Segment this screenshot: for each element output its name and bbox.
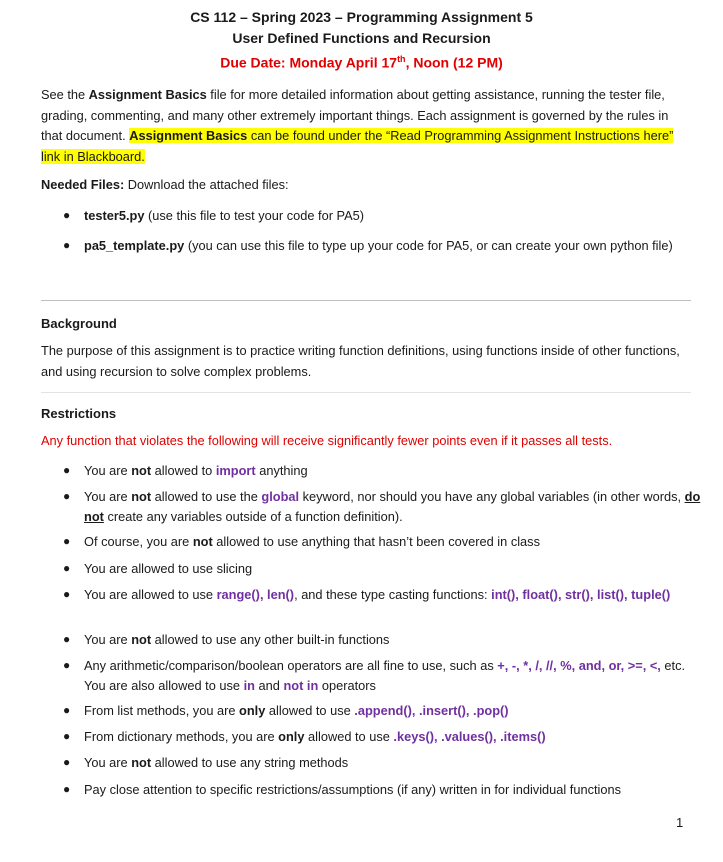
needed-file-item: ● tester5.py (use this file to test your code for PA5) [63,206,703,226]
restriction-item: ● You are not allowed to use the global keyword, nor should you have any global variables (in other words, do not create any variables outside of a function definition). [63,489,701,524]
section-divider [41,392,691,393]
restriction-item: ● You are not allowed to import anything [63,461,703,481]
intro-paragraph: See the Assignment Basics file for more detailed information about getting assistance, running the tester file, grading, commenting, and many other extremely important things. Each assignment is governed by the rules in that document. Assignment Basics can be found under the “Read Programming Assignment Instructions here” link in Blackboard. [41,87,674,164]
bullet-icon: ● [63,755,71,769]
due-date: Due Date: Monday April 17th, Noon (12 PM) [220,54,503,71]
restrictions-warning: Any function that violates the following will receive significantly fewer points even if it passes all tests. [41,433,613,448]
background-heading: Background [41,316,117,331]
bullet-icon: ● [63,729,71,743]
background-text: The purpose of this assignment is to practice writing function definitions, using functions inside of other functions, and using recursion to solve complex problems. [41,343,680,379]
restriction-item: ● You are allowed to use slicing [63,559,703,579]
restriction-item: ● You are not allowed to use any string methods [63,753,703,773]
restriction-item: ● From dictionary methods, you are only allowed to use .keys(), .values(), .items() [63,727,703,747]
bullet-icon: ● [63,463,71,477]
restriction-item: ● Any arithmetic/comparison/boolean operators are all fine to use, such as +, -, *, /, //, %, and, or, >=, <, etc. You are also allowed to use in and not in operators [63,658,686,693]
restriction-item: ● Of course, you are not allowed to use anything that hasn’t been covered in class [63,532,703,552]
bullet-icon: ● [63,587,71,601]
needed-files-line: Needed Files: Download the attached files: [41,177,289,192]
bullet-icon: ● [63,561,71,575]
bullet-icon: ● [63,489,71,503]
page-number: 1 [676,815,684,830]
restriction-item: ● You are not allowed to use any other built-in functions [63,630,703,650]
bullet-icon: ● [63,782,71,796]
section-divider [41,300,691,301]
restriction-item: ● Pay close attention to specific restrictions/assumptions (if any) written in for individual functions [63,780,703,800]
course-title: CS 112 – Spring 2023 – Programming Assignment 5 [190,9,533,25]
needed-file-item: ● pa5_template.py (you can use this file to type up your code for PA5, or can create your own python file) [63,236,703,256]
bullet-icon: ● [63,703,71,717]
bullet-icon: ● [63,658,71,672]
restrictions-heading: Restrictions [41,406,117,421]
bullet-icon: ● [63,632,71,646]
bullet-icon: ● [63,238,71,252]
bullet-icon: ● [63,208,71,222]
bullet-icon: ● [63,534,71,548]
restriction-item: ● You are allowed to use range(), len(), and these type casting functions: int(), float(), str(), list(), tuple() [63,585,703,605]
restriction-item: ● From list methods, you are only allowed to use .append(), .insert(), .pop() [63,701,703,721]
assignment-subtitle: User Defined Functions and Recursion [232,30,491,46]
